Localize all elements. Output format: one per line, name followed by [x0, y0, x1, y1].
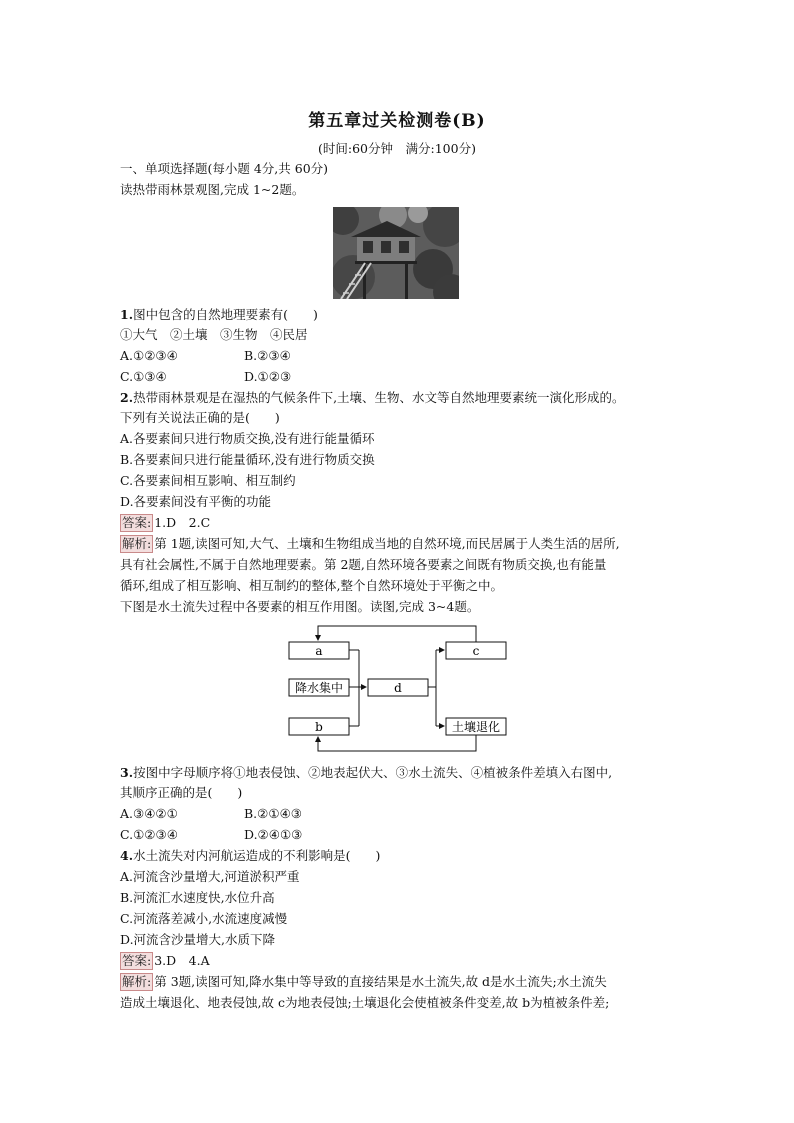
question-4: [120, 847, 380, 865]
question-2-stem-cont: 下列有关说法正确的是( ): [120, 410, 280, 425]
analysis-line: 第 3题,读图可知,降水集中等导致的直接结果是水土流失,故 d是水土流失;水土流失: [154, 974, 607, 989]
question-1-options-row-1: [120, 347, 291, 365]
option-c[interactable]: C.河流落差减小,水流速度减慢: [120, 911, 288, 926]
option-a[interactable]: A.①②③④: [120, 348, 178, 363]
section-heading: 一、单项选择题(每小题 4分,共 60分): [120, 161, 329, 176]
question-1-options-row-2: [120, 368, 291, 386]
analysis-block-1: [120, 535, 620, 553]
page-title: 第五章过关检测卷(B): [308, 111, 486, 131]
answer-tag: 答案:: [122, 953, 152, 968]
question-stem: 热带雨林景观是在湿热的气候条件下,土壤、生物、水文等自然地理要素统一演化形成的。: [133, 390, 625, 405]
option-c[interactable]: C.①②③④: [120, 827, 178, 842]
question-3: [120, 764, 612, 782]
analysis-tag: 解析:: [122, 536, 152, 551]
question-3-options-row-2: [120, 826, 302, 844]
option-a[interactable]: A.各要素间只进行物质交换,没有进行能量循环: [120, 431, 375, 446]
option-d[interactable]: D.②④①③: [244, 827, 303, 842]
option-d[interactable]: D.河流含沙量增大,水质下降: [120, 932, 276, 947]
reading-instruction-2: 下图是水土流失过程中各要素的相互作用图。读图,完成 3~4题。: [120, 599, 480, 614]
option-b[interactable]: B.②③④: [244, 348, 291, 363]
option-c[interactable]: C.各要素间相互影响、相互制约: [120, 473, 296, 488]
question-number: 2.: [120, 390, 134, 405]
option-b[interactable]: B.②①④③: [244, 806, 302, 821]
option-a[interactable]: A.③④②①: [120, 806, 178, 821]
question-2: [120, 389, 625, 407]
exam-time-score: (时间:60分钟 满分:100分): [318, 141, 476, 156]
analysis-tag: 解析:: [122, 974, 152, 989]
option-d[interactable]: D.①②③: [244, 369, 292, 384]
question-1: [120, 306, 318, 324]
diagram-label-b: b: [315, 720, 323, 734]
question-3-options-row-1: [120, 805, 302, 823]
question-stem: 按图中字母顺序将①地表侵蚀、②地表起伏大、③水土流失、④植被条件差填入右图中,: [133, 765, 613, 780]
diagram-label-d: d: [394, 681, 402, 695]
diagram-label-c: c: [472, 644, 480, 658]
analysis-line: 循环,组成了相互影响、相互制约的整体,整个自然环境处于平衡之中。: [120, 578, 503, 593]
answer-block-2: [120, 952, 210, 970]
answer-text: 1.D 2.C: [154, 515, 211, 530]
answer-block-1: [120, 514, 210, 532]
diagram-label-soil: 土壤退化: [451, 720, 501, 734]
diagram-label-a: a: [315, 644, 323, 658]
question-number: 4.: [120, 848, 134, 863]
question-number: 3.: [120, 765, 134, 780]
option-d[interactable]: D.各要素间没有平衡的功能: [120, 494, 272, 509]
diagram-label-rain: 降水集中: [294, 681, 344, 695]
question-3-stem-cont: 其顺序正确的是( ): [120, 785, 243, 800]
analysis-line: 造成土壤退化、地表侵蚀,故 c为地表侵蚀;土壤退化会使植被条件变差,故 b为植被条件差;: [120, 995, 610, 1010]
answer-tag: 答案:: [122, 515, 152, 530]
analysis-block-2: [120, 973, 607, 991]
question-number: 1.: [120, 307, 134, 322]
option-a[interactable]: A.河流含沙量增大,河道淤积严重: [120, 869, 300, 884]
rainforest-photo: [333, 207, 459, 299]
question-stem: 图中包含的自然地理要素有( ): [133, 307, 318, 322]
soil-erosion-diagram: [280, 620, 520, 760]
option-c[interactable]: C.①③④: [120, 369, 167, 384]
question-1-items: ①大气 ②土壤 ③生物 ④民居: [120, 327, 308, 342]
option-b[interactable]: B.河流汇水速度快,水位升高: [120, 890, 275, 905]
question-stem: 水土流失对内河航运造成的不利影响是( ): [133, 848, 381, 863]
answer-text: 3.D 4.A: [154, 953, 210, 968]
analysis-line: 具有社会属性,不属于自然地理要素。第 2题,自然环境各要素之间既有物质交换,也有能量: [120, 557, 607, 572]
option-b[interactable]: B.各要素间只进行能量循环,没有进行物质交换: [120, 452, 375, 467]
analysis-line: 第 1题,读图可知,大气、土壤和生物组成当地的自然环境,而民居属于人类生活的居所,: [154, 536, 620, 551]
reading-instruction-1: 读热带雨林景观图,完成 1~2题。: [120, 182, 305, 197]
